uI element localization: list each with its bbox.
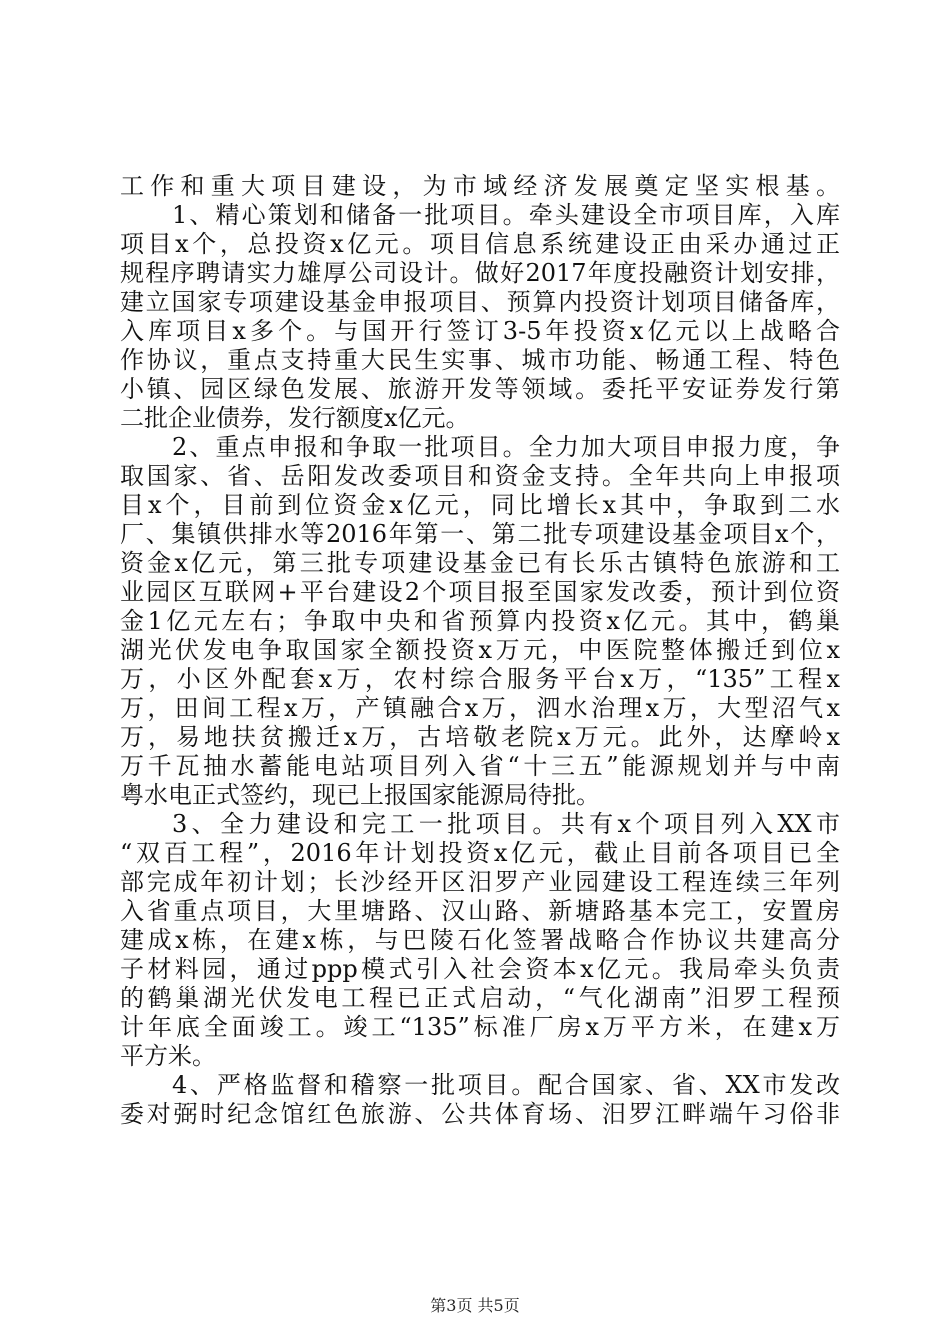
text-line: 规程序聘请实力雄厚公司设计。做好2017年度投融资计划安排， [120,259,840,287]
text-line: 万，田间工程x万，产镇融合x万，泗水治理x万，大型沼气x [120,694,840,722]
paragraph-4-start: 4、严格监督和稽察一批项目。配合国家、省、XX市发改 [172,1071,840,1099]
text-line: 子材料园，通过ppp模式引入社会资本x亿元。我局牵头负责 [120,955,840,983]
text-line: 金1亿元左右；争取中央和省预算内投资x亿元。其中，鹤巢 [120,607,840,635]
text-line: 入库项目x多个。与国开行签订3-5年投资x亿元以上战略合 [120,317,840,345]
text-line: 计年底全面竣工。竣工“135”标准厂房x万平方米，在建x万 [120,1013,840,1041]
text-line: 工作和重大项目建设，为市域经济发展奠定坚实根基。 [120,172,840,200]
text-line: 的鹤巢湖光伏发电工程已正式启动，“气化湖南”汨罗工程预 [120,984,840,1012]
text-line: 湖光伏发电争取国家全额投资x万元，中医院整体搬迁到位x [120,636,840,664]
page-number-footer: 第3页 共5页 [430,1296,520,1315]
text-line: 部完成年初计划；长沙经开区汨罗产业园建设工程连续三年列 [120,868,840,896]
text-line: 取国家、省、岳阳发改委项目和资金支持。全年共向上申报项 [120,462,840,490]
text-line: 入省重点项目，大里塘路、汉山路、新塘路基本完工，安置房 [120,897,840,925]
text-line: 二批企业债券，发行额度x亿元。 [120,404,470,432]
text-line: 万，易地扶贫搬迁x万，古培敬老院x万元。此外，达摩岭x [120,723,840,751]
text-line: 万，小区外配套x万，农村综合服务平台x万，“135”工程x [120,665,840,693]
text-line: 小镇、园区绿色发展、旅游开发等领域。委托平安证券发行第 [120,375,840,403]
text-line: 委对弼时纪念馆红色旅游、公共体育场、汨罗江畔端午习俗非 [120,1100,840,1128]
text-line: 目x个，目前到位资金x亿元，同比增长x其中，争取到二水 [120,491,840,519]
paragraph-1-start: 1、精心策划和储备一批项目。牵头建设全市项目库，入库 [172,201,840,229]
paragraph-2-start: 2、重点申报和争取一批项目。全力加大项目申报力度，争 [172,433,840,461]
text-line: 作协议，重点支持重大民生实事、城市功能、畅通工程、特色 [120,346,840,374]
text-line: 项目x个，总投资x亿元。项目信息系统建设正由采办通过正 [120,230,840,258]
text-line: 资金x亿元，第三批专项建设基金已有长乐古镇特色旅游和工 [120,549,840,577]
text-line: 平方米。 [120,1042,216,1070]
document-body [120,172,840,1129]
paragraph-3-start: 3、全力建设和完工一批项目。共有x个项目列入XX市 [172,810,840,838]
text-line: 业园区互联网+平台建设2个项目报至国家发改委，预计到位资 [120,578,840,606]
text-line: “双百工程”，2016年计划投资x亿元，截止目前各项目已全 [120,839,840,867]
text-line: 粤水电正式签约，现已上报国家能源局待批。 [120,781,600,809]
text-line: 建立国家专项建设基金申报项目、预算内投资计划项目储备库， [120,288,840,316]
text-line: 万千瓦抽水蓄能电站项目列入省“十三五”能源规划并与中南 [120,752,840,780]
text-line: 厂、集镇供排水等2016年第一、第二批专项建设基金项目x个， [120,520,840,548]
text-line: 建成x栋，在建x栋，与巴陵石化签署战略合作协议共建高分 [120,926,840,954]
